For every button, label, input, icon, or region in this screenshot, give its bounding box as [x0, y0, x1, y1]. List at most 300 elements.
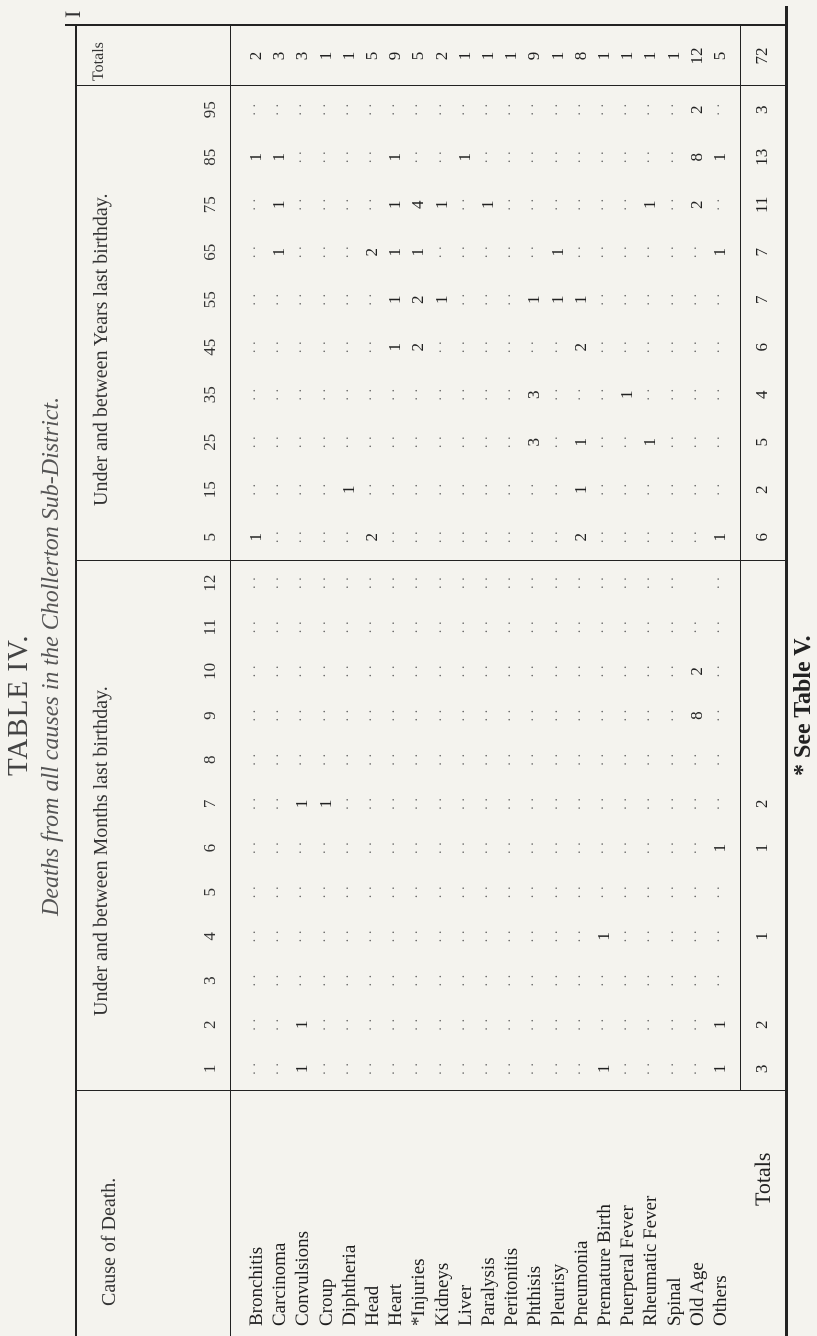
dot-leader: · · [410, 576, 426, 590]
year-col-head: 35 [200, 386, 219, 404]
dot-leader: · · [271, 665, 287, 678]
year-cell: 1 [570, 485, 590, 494]
dot-leader: · · [503, 150, 519, 164]
dot-leader: · · [526, 576, 542, 590]
dot-leader: · · [294, 103, 310, 117]
dot-leader: · · [456, 103, 472, 117]
dot-leader: · · [271, 841, 287, 855]
month-col-head: 6 [200, 843, 219, 853]
dot-leader: · · [642, 974, 658, 988]
dot-leader: · · [410, 103, 426, 117]
dot-leader: · · [364, 797, 379, 811]
dot-leader: · · [364, 435, 379, 449]
month-col-head: 1 [200, 1064, 219, 1074]
dot-leader: · · [317, 388, 333, 402]
dot-leader: · · [456, 388, 472, 402]
dot-leader: · · [364, 753, 379, 767]
cause-label: *Injuries [408, 1258, 430, 1326]
cause-label: Peritonitis [501, 1247, 523, 1326]
dot-leader: · · [433, 103, 449, 117]
dot-leader: · · [456, 885, 472, 899]
dot-leader: · · [503, 576, 519, 590]
year-cell: 1 [246, 533, 265, 542]
dot-leader: · · [340, 435, 356, 449]
dot-leader: · · [248, 245, 263, 259]
dot-leader: · · [248, 709, 263, 723]
rule-totals [740, 26, 741, 1091]
dot-leader: · · [480, 245, 495, 259]
dot-leader: · · [364, 340, 379, 354]
dot-leader: · · [387, 103, 403, 117]
year-total: 2 [752, 485, 771, 494]
row-total: 1 [338, 51, 358, 61]
dot-leader: · · [340, 665, 356, 678]
month-total: 1 [752, 932, 771, 941]
dot-leader: · · [596, 885, 611, 899]
dot-leader: · · [572, 1018, 588, 1032]
dot-leader: · · [364, 1062, 379, 1076]
dot-leader: · · [596, 709, 611, 723]
dot-leader: · · [364, 885, 379, 899]
dot-leader: · · [526, 620, 542, 634]
dot-leader: · · [665, 530, 681, 544]
dot-leader: · · [410, 388, 426, 402]
dot-leader: · · [619, 974, 635, 988]
dot-leader: · · [503, 198, 519, 212]
dot-leader: · · [642, 885, 658, 899]
dot-leader: · · [456, 974, 472, 988]
dot-leader: · · [712, 797, 727, 811]
dot-leader: · · [549, 841, 565, 855]
year-cell: 2 [408, 295, 428, 304]
dot-leader: · · [642, 150, 658, 164]
dot-leader: · · [480, 483, 495, 497]
dot-leader: · · [456, 1062, 472, 1076]
dot-leader: · · [387, 709, 403, 723]
dot-leader: · · [387, 530, 403, 544]
dot-leader: · · [549, 340, 565, 354]
dot-leader: · · [503, 245, 519, 259]
month-cell: 2 [686, 667, 706, 676]
dot-leader: · · [665, 388, 681, 402]
dot-leader: · · [317, 435, 333, 449]
dot-leader: · · [619, 103, 635, 117]
month-cell: 1 [710, 843, 729, 853]
dot-leader: · · [317, 483, 333, 497]
dot-leader: · · [642, 245, 658, 259]
dot-leader: · · [294, 198, 310, 212]
dot-leader: · · [619, 198, 635, 212]
row-total: 5 [408, 51, 428, 61]
dot-leader: · · [317, 1062, 333, 1076]
dot-leader: · · [526, 483, 542, 497]
dot-leader: · · [549, 1018, 565, 1032]
dot-leader: · · [619, 930, 635, 943]
dot-leader: · · [596, 435, 611, 449]
dot-leader: · · [387, 483, 403, 497]
dot-leader: · · [665, 103, 681, 117]
table-title: TABLE IV. [2, 634, 34, 776]
year-cell: 2 [362, 533, 381, 542]
dot-leader: · · [387, 1018, 403, 1032]
dot-leader: · · [619, 709, 635, 723]
dot-leader: · · [317, 930, 333, 943]
dot-leader: · · [480, 753, 495, 767]
dot-leader: · · [294, 620, 310, 634]
dot-leader: · · [526, 974, 542, 988]
dot-leader: · · [248, 435, 263, 449]
dot-leader: · · [433, 1062, 449, 1076]
month-col-head: 12 [200, 574, 219, 592]
dot-leader: · · [480, 293, 495, 307]
dot-leader: · · [688, 245, 704, 259]
dot-leader: · · [294, 709, 310, 723]
dot-leader: · · [596, 293, 611, 307]
dot-leader: · · [433, 797, 449, 811]
dot-leader: · · [456, 293, 472, 307]
dot-leader: · · [456, 245, 472, 259]
dot-leader: · · [665, 797, 681, 811]
dot-leader: · · [410, 1062, 426, 1076]
dot-leader: · · [271, 753, 287, 767]
dot-leader: · · [712, 885, 727, 899]
year-total: 7 [752, 295, 771, 304]
dot-leader: · · [340, 753, 356, 767]
dot-leader: · · [596, 665, 611, 678]
cause-label: Convulsions [292, 1230, 314, 1326]
dot-leader: · · [340, 620, 356, 634]
dot-leader: · · [642, 530, 658, 544]
year-total: 11 [752, 196, 771, 213]
dot-leader: · · [665, 245, 681, 259]
dot-leader: · · [433, 576, 449, 590]
dot-leader: · · [433, 483, 449, 497]
dot-leader: · · [387, 930, 403, 943]
cause-label: Liver [454, 1284, 476, 1326]
month-col-head: 5 [200, 888, 219, 897]
month-total: 3 [752, 1064, 771, 1074]
dot-leader: · · [526, 245, 542, 259]
month-col-head: 4 [200, 932, 219, 941]
dot-leader: · · [410, 435, 426, 449]
dot-leader: · · [340, 576, 356, 590]
grand-total: 72 [752, 47, 771, 65]
dot-leader: · · [433, 1018, 449, 1032]
year-cell: 1 [547, 295, 567, 304]
dot-leader: · · [271, 620, 287, 634]
dot-leader: · · [642, 665, 658, 678]
dot-leader: · · [503, 841, 519, 855]
row-total: 1 [617, 51, 637, 61]
dot-leader: · · [688, 930, 704, 943]
dot-leader: · · [294, 930, 310, 943]
dot-leader: · · [665, 974, 681, 988]
dot-leader: · · [433, 530, 449, 544]
month-cell: 1 [710, 1020, 729, 1030]
dot-leader: · · [271, 293, 287, 307]
month-total: 1 [752, 843, 771, 853]
dot-leader: · · [340, 293, 356, 307]
dot-leader: · · [596, 1018, 611, 1032]
dot-leader: · · [480, 1018, 495, 1032]
dot-leader: · · [410, 620, 426, 634]
row-total: 1 [315, 51, 335, 61]
dot-leader: · · [642, 483, 658, 497]
dot-leader: · · [340, 974, 356, 988]
dot-leader: · · [665, 576, 681, 590]
dot-leader: · · [712, 435, 727, 449]
dot-leader: · · [526, 841, 542, 855]
year-cell: 4 [408, 200, 428, 209]
row-total: 1 [454, 51, 474, 61]
month-cell: 1 [594, 1064, 613, 1074]
dot-leader: · · [248, 483, 263, 497]
dot-leader: · · [596, 797, 611, 811]
dot-leader: · · [642, 340, 658, 354]
table-subtitle: Deaths from all causes in the Chollerton Sub-District. [38, 396, 64, 916]
dot-leader: · · [317, 620, 333, 634]
dot-leader: · · [317, 753, 333, 767]
year-cell: 1 [570, 295, 590, 304]
dot-leader: · · [248, 974, 263, 988]
dot-leader: · · [642, 753, 658, 767]
dot-leader: · · [619, 245, 635, 259]
year-cell: 1 [385, 248, 405, 257]
dot-leader: · · [503, 388, 519, 402]
dot-leader: · · [549, 388, 565, 402]
dot-leader: · · [456, 435, 472, 449]
year-cell: 2 [686, 200, 706, 209]
dot-leader: · · [688, 797, 704, 811]
rule-bottom [785, 6, 788, 1336]
cause-label: Pleurisy [547, 1263, 569, 1326]
month-cell: 1 [315, 799, 335, 809]
dot-leader: · · [387, 797, 403, 811]
cause-label: Croup [315, 1278, 337, 1326]
dot-leader: · · [712, 388, 727, 402]
dot-leader: · · [665, 930, 681, 943]
year-cell: 1 [338, 485, 358, 494]
dot-leader: · · [294, 483, 310, 497]
dot-leader: · · [665, 483, 681, 497]
dot-leader: · · [665, 841, 681, 855]
year-cell: 2 [570, 343, 590, 352]
dot-leader: · · [642, 930, 658, 943]
dot-leader: · · [317, 293, 333, 307]
dot-leader: · · [340, 1018, 356, 1032]
dot-leader: · · [317, 103, 333, 117]
dot-leader: · · [294, 665, 310, 678]
row-total: 12 [686, 47, 706, 65]
dot-leader: · · [248, 198, 263, 212]
dot-leader: · · [340, 340, 356, 354]
year-cell: 2 [686, 105, 706, 114]
row-total: 1 [663, 51, 683, 61]
dot-leader: · · [503, 974, 519, 988]
dot-leader: · · [364, 620, 379, 634]
dot-leader: · · [549, 103, 565, 117]
year-cell: 1 [454, 153, 474, 162]
dot-leader: · · [712, 620, 727, 634]
dot-leader: · · [271, 103, 287, 117]
dot-leader: · · [572, 709, 588, 723]
dot-leader: · · [387, 435, 403, 449]
dot-leader: · · [294, 841, 310, 855]
dot-leader: · · [410, 930, 426, 943]
dot-leader: · · [387, 388, 403, 402]
dot-leader: · · [526, 103, 542, 117]
dot-leader: · · [642, 293, 658, 307]
dot-leader: · · [248, 620, 263, 634]
dot-leader: · · [596, 103, 611, 117]
dot-leader: · · [642, 797, 658, 811]
dot-leader: · · [572, 198, 588, 212]
dot-leader: · · [340, 198, 356, 212]
year-cell: 1 [385, 153, 405, 162]
dot-leader: · · [456, 530, 472, 544]
dot-leader: · · [688, 841, 704, 855]
dot-leader: · · [410, 709, 426, 723]
dot-leader: · · [526, 530, 542, 544]
dot-leader: · · [688, 388, 704, 402]
dot-leader: · · [410, 753, 426, 767]
dot-leader: · · [271, 930, 287, 943]
dot-leader: · · [410, 483, 426, 497]
dot-leader: · · [688, 1018, 704, 1032]
dot-leader: · · [387, 576, 403, 590]
year-col-head: 95 [200, 101, 219, 119]
dot-leader: · · [456, 198, 472, 212]
cause-label: Head [362, 1285, 383, 1326]
dot-leader: · · [433, 435, 449, 449]
dot-leader: · · [503, 483, 519, 497]
dot-leader: · · [480, 841, 495, 855]
dot-leader: · · [619, 150, 635, 164]
dot-leader: · · [503, 753, 519, 767]
cause-label: Kidneys [431, 1262, 453, 1326]
dot-leader: · · [294, 340, 310, 354]
cause-label: Spinal [663, 1277, 685, 1326]
dot-leader: · · [271, 1062, 287, 1076]
cause-label: Diphtheria [338, 1244, 360, 1326]
year-total: 5 [752, 438, 771, 447]
dot-leader: · · [387, 885, 403, 899]
dot-leader: · · [340, 530, 356, 544]
dot-leader: · · [549, 198, 565, 212]
dot-leader: · · [480, 435, 495, 449]
dot-leader: · · [248, 340, 263, 354]
dot-leader: · · [317, 530, 333, 544]
dot-leader: · · [294, 150, 310, 164]
month-col-head: 11 [200, 619, 219, 636]
dot-leader: · · [549, 709, 565, 723]
month-cell: 1 [292, 799, 312, 809]
dot-leader: · · [688, 435, 704, 449]
dot-leader: · · [480, 709, 495, 723]
dot-leader: · · [549, 576, 565, 590]
dot-leader: · · [340, 885, 356, 899]
year-cell: 1 [710, 533, 729, 542]
dot-leader: · · [433, 885, 449, 899]
year-cell: 2 [408, 343, 428, 352]
row-total: 3 [292, 51, 312, 61]
year-cell: 1 [385, 295, 405, 304]
dot-leader: · · [665, 198, 681, 212]
dot-leader: · · [572, 150, 588, 164]
year-cell: 1 [408, 248, 428, 257]
dot-leader: · · [619, 841, 635, 855]
dot-leader: · · [248, 753, 263, 767]
dot-leader: · · [503, 530, 519, 544]
dot-leader: · · [364, 974, 379, 988]
dot-leader: · · [665, 435, 681, 449]
dot-leader: · · [503, 797, 519, 811]
dot-leader: · · [688, 1062, 704, 1076]
dot-leader: · · [271, 435, 287, 449]
dot-leader: · · [665, 709, 681, 723]
dot-leader: · · [456, 709, 472, 723]
dot-leader: · · [271, 340, 287, 354]
dot-leader: · · [433, 340, 449, 354]
dot-leader: · · [688, 753, 704, 767]
dot-leader: · · [480, 103, 495, 117]
dot-leader: · · [317, 340, 333, 354]
dot-leader: · · [503, 885, 519, 899]
year-col-head: 55 [200, 291, 219, 309]
dot-leader: · · [317, 1018, 333, 1032]
dot-leader: · · [572, 1062, 588, 1076]
month-cell: 1 [292, 1064, 312, 1074]
header-months: Under and between Months last birthday. [90, 686, 112, 1016]
year-cell: 1 [385, 200, 405, 209]
dot-leader: · · [294, 388, 310, 402]
year-cell: 3 [524, 438, 544, 447]
dot-leader: · · [712, 930, 727, 943]
dot-leader: · · [364, 841, 379, 855]
dot-leader: · · [340, 841, 356, 855]
dot-leader: · · [271, 388, 287, 402]
dot-leader: · · [387, 665, 403, 678]
dot-leader: · · [456, 797, 472, 811]
dot-leader: · · [456, 576, 472, 590]
dot-leader: · · [549, 435, 565, 449]
dot-leader: · · [549, 753, 565, 767]
dot-leader: · · [294, 885, 310, 899]
header-cause: Cause of Death. [98, 1177, 120, 1306]
dot-leader: · · [619, 885, 635, 899]
dot-leader: · · [503, 435, 519, 449]
dot-leader: · · [433, 150, 449, 164]
dot-leader: · · [572, 620, 588, 634]
dot-leader: · · [619, 530, 635, 544]
cause-label: Pneumonia [570, 1240, 592, 1326]
dot-leader: · · [665, 753, 681, 767]
dot-leader: · · [526, 930, 542, 943]
dot-leader: · · [271, 885, 287, 899]
row-total: 9 [385, 51, 405, 61]
row-total: 1 [478, 51, 497, 61]
year-col-head: 15 [200, 481, 219, 499]
dot-leader: · · [712, 709, 727, 723]
dot-leader: · · [456, 930, 472, 943]
year-cell: 2 [362, 248, 381, 257]
dot-leader: · · [549, 885, 565, 899]
dot-leader: · · [248, 1062, 263, 1076]
dot-leader: · · [248, 103, 263, 117]
year-cell: 8 [686, 153, 706, 162]
dot-leader: · · [480, 665, 495, 678]
dot-leader: · · [271, 530, 287, 544]
